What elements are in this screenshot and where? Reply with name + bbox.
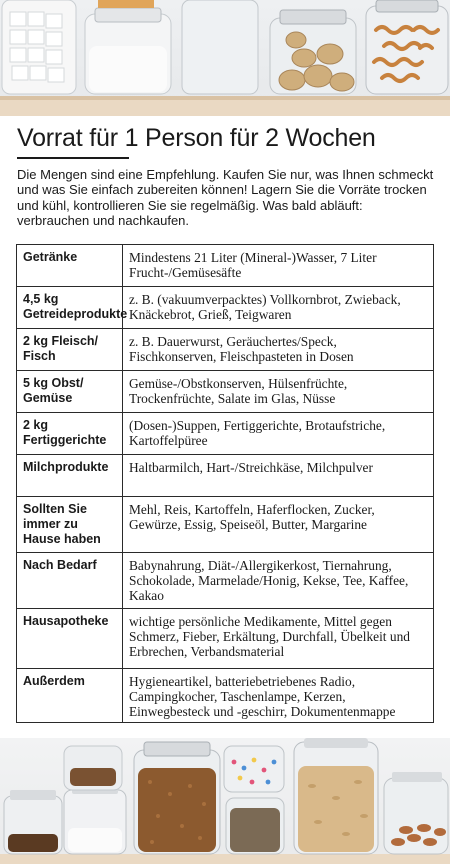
items-text: Mindestens 21 Liter (Mineral-)Wasser, 7 Liter Frucht-/Gemüsesäfte	[129, 250, 377, 280]
items-text: z. B. (vakuumverpacktes) Vollkornbrot, Zwieback, Knäckebrot, Grieß, Teigwaren	[129, 292, 401, 322]
items-text: (Dosen-)Suppen, Fertiggerichte, Brotaufstriche, Kartoffelpüree	[129, 418, 386, 448]
category-label: Milchprodukte	[23, 460, 109, 474]
page-title: Vorrat für 1 Person für 2 Wochen	[17, 124, 376, 152]
table-row	[17, 455, 434, 497]
items-cell	[123, 371, 434, 413]
items-cell	[123, 329, 434, 371]
category-cell	[17, 413, 123, 455]
category-cell	[17, 287, 128, 329]
pantry-jars-illustration	[0, 0, 450, 116]
category-label: Sollten Sie immer zu Hause haben	[23, 502, 101, 546]
category-cell	[17, 497, 123, 553]
grain-jars-illustration	[0, 738, 450, 864]
items-cell	[123, 669, 434, 723]
items-text: Haltbarmilch, Hart-/Streichkäse, Milchpulver	[129, 460, 373, 475]
items-cell	[123, 245, 434, 287]
items-text: Gemüse-/Obstkonserven, Hülsenfrüchte, Trockenfrüchte, Salate im Glas, Nüsse	[129, 376, 348, 406]
table-row	[17, 245, 434, 287]
category-label: Getränke	[23, 250, 78, 264]
category-cell	[17, 245, 123, 287]
category-cell	[17, 669, 123, 723]
category-label: 2 kg Fertiggerichte	[23, 418, 107, 447]
category-label: Nach Bedarf	[23, 558, 97, 572]
category-cell	[17, 455, 123, 497]
table-row	[17, 609, 434, 669]
items-cell	[123, 609, 434, 669]
pantry-photo-top	[0, 0, 450, 116]
items-cell	[123, 455, 434, 497]
title-underline	[17, 157, 129, 159]
items-text: Mehl, Reis, Kartoffeln, Haferflocken, Zucker, Gewürze, Essig, Speiseöl, Butter, Margarine	[129, 502, 375, 532]
table-row	[17, 287, 434, 329]
table-row	[17, 329, 434, 371]
table-row	[17, 669, 434, 723]
items-cell	[123, 287, 434, 329]
items-text: z. B. Dauerwurst, Geräuchertes/Speck, Fischkonserven, Fleischpasteten in Dosen	[129, 334, 354, 364]
items-cell	[123, 413, 434, 455]
pantry-photo-bottom	[0, 738, 450, 864]
category-cell	[17, 329, 123, 371]
table-row	[17, 553, 434, 609]
category-label: 4,5 kg Getreideprodukte	[23, 292, 128, 321]
category-label: 2 kg Fleisch/ Fisch	[23, 334, 99, 363]
category-label: 5 kg Obst/ Gemüse	[23, 376, 84, 405]
table-row	[17, 497, 434, 553]
category-cell	[17, 553, 123, 609]
table-row	[17, 371, 434, 413]
items-cell	[123, 497, 434, 553]
intro-paragraph: Die Mengen sind eine Empfehlung. Kaufen Sie nur, was Ihnen schmeckt und was Sie einfach zubereiten können! Lagern Sie die Vorräte trocken und kühl, kontrollieren Sie sie regelmäßig. Was bald abläuft: verbrauchen und nachkaufen.	[17, 167, 434, 229]
category-cell	[17, 609, 123, 669]
items-cell	[123, 553, 434, 609]
category-cell	[17, 371, 123, 413]
category-label: Außerdem	[23, 674, 85, 688]
table-row	[17, 413, 434, 455]
items-text: Babynahrung, Diät-/Allergikerkost, Tiernahrung, Schokolade, Marmelade/Honig, Kekse, Tee, Kaffee, Kakao	[129, 558, 409, 603]
items-text: Hygieneartikel, batteriebetriebenes Radio, Campingkocher, Taschenlampe, Kerzen, Einwegbesteck und -geschirr, Dokumentenmappe	[129, 674, 396, 719]
items-text: wichtige persönliche Medikamente, Mittel gegen Schmerz, Fieber, Erkältung, Durchfall, Übelkeit und Erbrechen, Verbandsmaterial	[129, 614, 410, 659]
category-label: Hausapotheke	[23, 614, 109, 628]
supply-table	[16, 244, 434, 723]
